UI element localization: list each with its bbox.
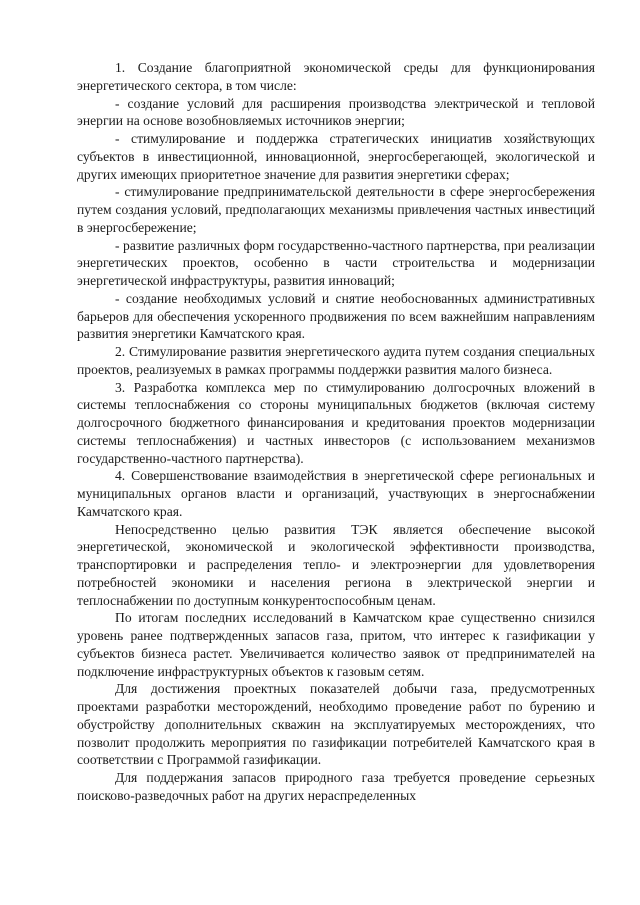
paragraph: 2. Стимулирование развития энергетического аудита путем создания специальных проектов, реализуемых в рамках программы поддержки развития малого бизнеса.	[77, 344, 595, 377]
list-item: - создание необходимых условий и снятие необоснованных административных барьеров для обеспечения ускоренного продвижения по всем важнейшим направлениям развития энергетики Камчатского края.	[77, 290, 595, 342]
document-body	[77, 59, 595, 805]
paragraph: 1. Создание благоприятной экономической среды для функционирования энергетического сектора, в том числе:	[77, 60, 595, 93]
paragraph: Непосредственно целью развития ТЭК является обеспечение высокой энергетической, экономической и экологической эффективности производства, транспортировки и распределения тепло- и электроэнергии для удовлетворения потребностей экономики и населения региона в электрической энергии и теплоснабжении по доступным конкурентоспособным ценам.	[77, 521, 595, 608]
paragraph: 4. Совершенствование взаимодействия в энергетической сфере региональных и муниципальных органов власти и организаций, участвующих в энергоснабжении Камчатского края.	[77, 468, 595, 519]
list-item: - развитие различных форм государственно-частного партнерства, при реализации энергетических проектов, особенно в части строительства и модернизации энергетической инфраструктуры, развития инноваций;	[77, 237, 595, 288]
paragraph: По итогам последних исследований в Камчатском крае существенно снизился уровень ранее подтвержденных запасов газа, притом, что интерес к газификации у субъектов бизнеса растет. Увеличивается количество заявок от предпринимателей на подключение инфраструктурных объектов к газовым сетям.	[77, 610, 595, 679]
list-item: - стимулирование и поддержка стратегических инициатив хозяйствующих субъектов в инвестиционной, инновационной, энергосберегающей, экологической и других имеющих приоритетное значение для развития энергетики сферах;	[77, 131, 595, 182]
list-item: - создание условий для расширения производства электрической и тепловой энергии на основе возобновляемых источников энергии;	[77, 95, 595, 129]
list-item: - стимулирование предпринимательской деятельности в сфере энергосбережения путем создания условий, предполагающих механизмы привлечения частных инвестиций в энергосбережение;	[77, 184, 595, 235]
paragraph: 3. Разработка комплекса мер по стимулированию долгосрочных вложений в системы теплоснабжения со стороны муниципальных бюджетов (включая систему долгосрочного бюджетного финансирования и кредитования проектов модернизации системы теплоснабжения) и частных инвесторов (с использованием механизмов государственно-частного партнерства).	[77, 379, 595, 466]
paragraph: Для поддержания запасов природного газа требуется проведение серьезных поисково-разведочных работ на других нераспределенных	[77, 770, 595, 803]
paragraph: Для достижения проектных показателей добычи газа, предусмотренных проектами разработки месторождений, необходимо проведение работ по бурению и обустройству дополнительных скважин на эксплуатируемых месторождениях, что позволит продолжить мероприятия по газификации потребителей Камчатского края в соответствии с Программой газификации.	[77, 681, 595, 768]
